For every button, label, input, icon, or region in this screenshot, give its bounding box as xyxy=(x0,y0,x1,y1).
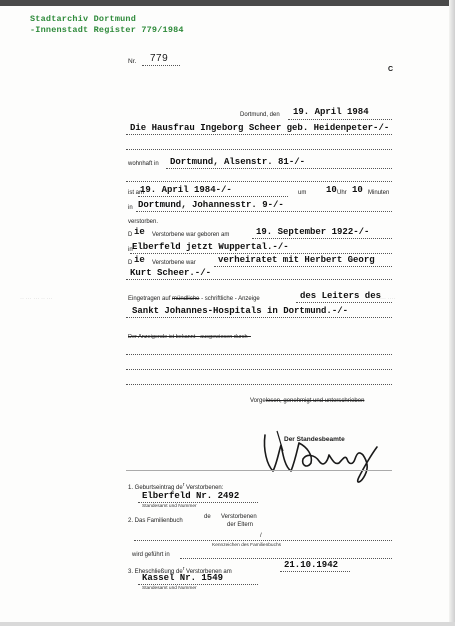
blank-rule-5 xyxy=(126,384,392,385)
bleed-through-text-right: ··· ···· xyxy=(380,296,396,302)
death-in-label: in xyxy=(128,205,133,211)
item2-de: de xyxy=(204,514,211,520)
spouse-rule xyxy=(126,279,392,280)
item1-caption: Standesamt und Nummer xyxy=(142,504,197,509)
item2-slash: / xyxy=(260,533,262,539)
item3-caption: Standesamt und Nummer xyxy=(142,586,197,591)
item1-value: Elberfeld Nr. 2492 xyxy=(142,491,240,501)
nr-label: Nr. xyxy=(128,58,137,65)
item3-label: 3. Eheschließung $de^r$ Verstorbenen am xyxy=(128,566,232,575)
birth-d-prefix: D xyxy=(128,232,133,238)
item2-verstorbenen: Verstorbenen xyxy=(221,514,257,520)
document-date: 19. April 1984 xyxy=(293,107,369,117)
blank-rule-3 xyxy=(126,354,392,355)
marriage-text: Verstorbene war xyxy=(152,260,196,266)
item3-value: Kassel Nr. 1549 xyxy=(142,573,224,583)
struck-identity-line: Der Anzeigende ist bekannt - ausgewiesen durch - xyxy=(128,334,251,340)
birth-in-label: in xyxy=(128,247,133,253)
verstorben-label: verstorben. xyxy=(128,219,159,225)
register-number: 779 xyxy=(150,53,169,64)
marriage-rule xyxy=(214,266,392,267)
blank-rule-4 xyxy=(126,369,392,370)
residence-rule xyxy=(166,168,392,169)
deceased-name: Die Hausfrau Ingeborg Scheer geb. Heidenpeter-/- xyxy=(130,123,390,133)
item3-date: 21.10.1942 xyxy=(284,560,339,570)
um-label: um xyxy=(298,190,307,196)
scan-right-edge xyxy=(449,0,455,626)
ist-am-label: ist am xyxy=(128,190,145,196)
death-date: 19. April 1984-/- xyxy=(140,185,232,195)
birth-date: 19. September 1922-/- xyxy=(256,227,370,237)
residence-label: wohnhaft in xyxy=(128,161,159,167)
birth-date-rule xyxy=(252,238,392,239)
report-rule-2 xyxy=(126,317,392,318)
archive-line-1: Stadtarchiv Dortmund xyxy=(30,14,137,24)
death-place-rule xyxy=(136,211,392,212)
item2-caption: Kennzeichen des Familienbuchs xyxy=(212,543,282,548)
marriage-article: ie xyxy=(134,255,145,265)
date-rule xyxy=(288,119,392,120)
minuten-label: Minuten xyxy=(368,190,390,196)
report-text-1: des Leiters des xyxy=(300,291,382,301)
blank-rule-2 xyxy=(126,181,392,182)
item3-date-rule xyxy=(280,571,350,572)
corner-mark: C xyxy=(388,66,394,73)
birth-place: Elberfeld jetzt Wuppertal.-/- xyxy=(132,242,289,252)
section-divider xyxy=(126,470,392,471)
place-label: Dortmund, den xyxy=(240,112,280,118)
birth-article: ie xyxy=(134,227,145,237)
item2-eltern: der Eltern xyxy=(227,522,254,528)
scan-bottom-edge xyxy=(0,622,455,626)
marriage-d-prefix: D xyxy=(128,260,133,266)
item2-rule xyxy=(134,540,392,541)
registrar-signature xyxy=(255,425,385,490)
report-label: Eingetragen auf mündliche - schriftliche - Anzeige xyxy=(128,296,260,302)
item3-rule xyxy=(138,584,258,585)
death-place: Dortmund, Johannesstr. 9-/- xyxy=(138,200,284,210)
marriage-status: verheiratet mit Herbert Georg xyxy=(218,255,375,265)
uhr-label: Uhr xyxy=(337,190,347,196)
item2-wird-rule xyxy=(180,558,392,559)
bleed-through-text: ·· ··· ··· ·· ··· xyxy=(20,296,53,302)
death-date-rule xyxy=(138,196,288,197)
blank-rule-1 xyxy=(126,149,392,150)
report-text-2: Sankt Johannes-Hospitals in Dortmund.-/- xyxy=(132,306,349,316)
scan-top-edge xyxy=(0,0,455,6)
item1-label: 1. Geburtseintrag $de^r$ Verstorbenen: xyxy=(128,482,224,491)
archive-line-2: -Innenstadt Register 779/1984 xyxy=(30,25,184,35)
item2-label: 2. Das Familienbuch xyxy=(128,518,183,524)
nr-rule xyxy=(142,65,180,66)
name-rule xyxy=(126,134,392,135)
birth-place-rule xyxy=(130,253,392,254)
birth-text: Verstorbene war geboren am xyxy=(152,232,230,238)
vorgelesen-label: Vorgelesen, genehmigt und unterschrieben xyxy=(250,398,365,404)
standesbeamte-label: Der Standesbeamte xyxy=(284,436,345,443)
death-minutes: 10 xyxy=(352,185,363,195)
death-hour: 10 xyxy=(326,185,337,195)
item2-wird: wird geführt in xyxy=(132,552,170,558)
item1-rule xyxy=(138,502,258,503)
report-rule-1 xyxy=(296,302,392,303)
spouse-name: Kurt Scheer.-/- xyxy=(130,268,212,278)
residence-value: Dortmund, Alsenstr. 81-/- xyxy=(170,157,306,167)
